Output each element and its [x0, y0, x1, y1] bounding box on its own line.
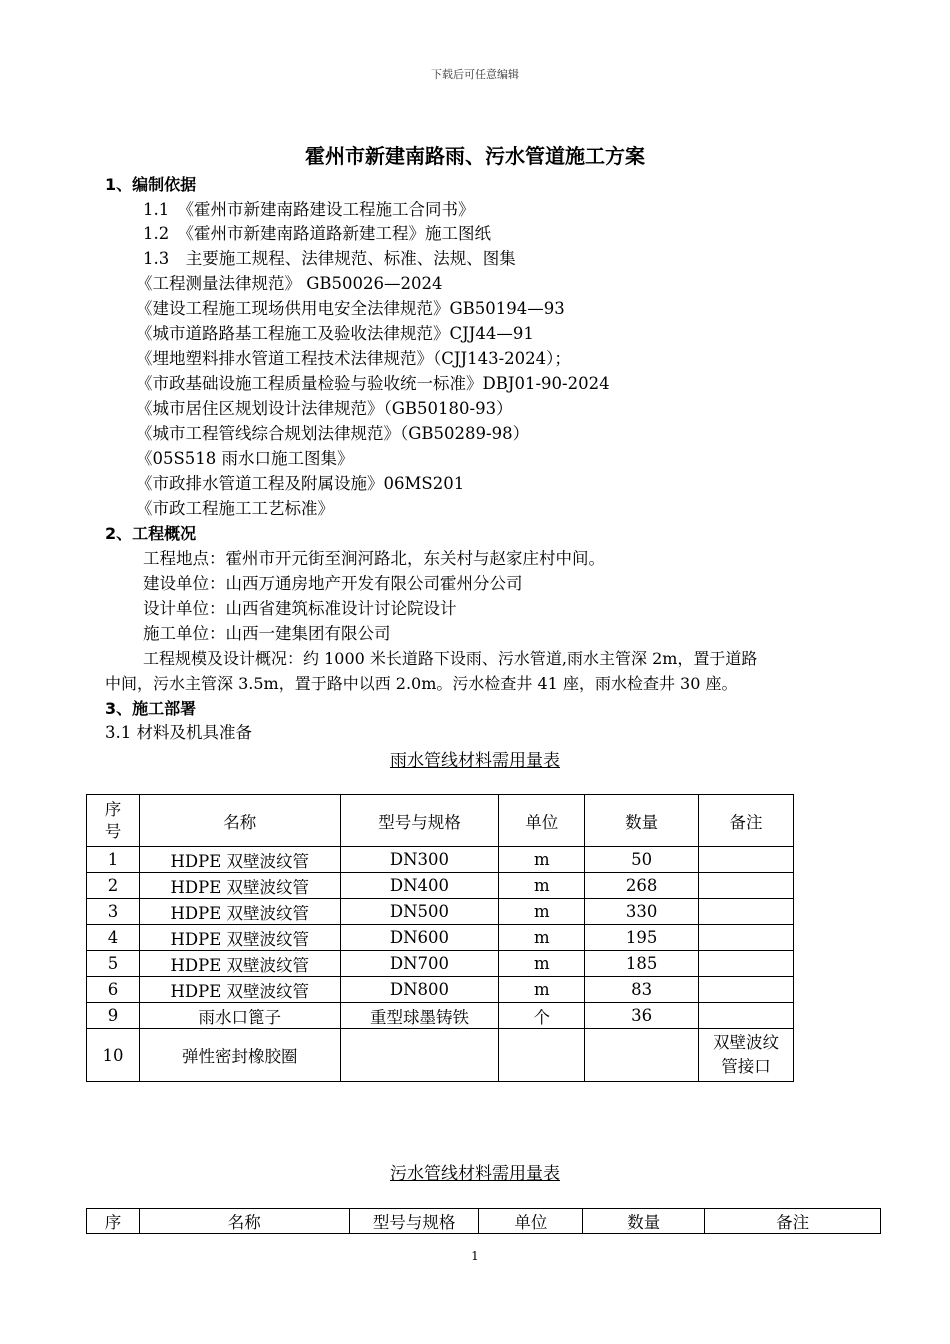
cell-index: 9 [87, 1003, 140, 1029]
table-row [87, 847, 794, 873]
rain-materials-table [86, 794, 794, 1082]
cell-unit [499, 1029, 585, 1082]
cell-name: 弹性密封橡胶圈 [139, 1029, 340, 1082]
standard-item: 《城市居住区规划设计法律规范》（GB50180-93） [136, 399, 513, 418]
cell-name: HDPE 双壁波纹管 [139, 951, 340, 977]
cell-qty: 36 [585, 1003, 699, 1029]
cell-spec: DN700 [340, 951, 499, 977]
header-note: 下载后可任意编辑 [431, 68, 519, 81]
section3-heading: 3、施工部署 [105, 699, 197, 718]
standard-item: 《05S518 雨水口施工图集》 [136, 449, 354, 468]
cell-spec: DN800 [340, 977, 499, 1003]
cell-unit: m [499, 899, 585, 925]
document-title: 霍州市新建南路雨、污水管道施工方案 [305, 144, 645, 168]
col-header-note: 备注 [705, 1209, 881, 1234]
cell-unit: m [499, 873, 585, 899]
cell-note [699, 847, 794, 873]
cell-index: 5 [87, 951, 140, 977]
cell-unit: m [499, 951, 585, 977]
standard-item: 《建设工程施工现场供用电安全法律规范》GB50194—93 [136, 299, 565, 318]
section2-heading: 2、工程概况 [105, 524, 197, 543]
cell-name: 雨水口篦子 [139, 1003, 340, 1029]
overview-line: 建设单位：山西万通房地产开发有限公司霍州分公司 [143, 574, 523, 593]
table-row [87, 1029, 794, 1082]
col-header-qty: 数量 [585, 795, 699, 847]
standard-item: 《市政基础设施工程质量检验与验收统一标准》DBJ01-90-2024 [136, 374, 610, 393]
cell-note [699, 951, 794, 977]
table-row [87, 873, 794, 899]
cell-note [699, 925, 794, 951]
col-header-note: 备注 [699, 795, 794, 847]
cell-index: 3 [87, 899, 140, 925]
cell-note [699, 1003, 794, 1029]
standard-item: 《埋地塑料排水管道工程技术法律规范》（CJJ143-2024）； [136, 349, 571, 368]
table-row [87, 977, 794, 1003]
table-header-row [87, 1209, 881, 1234]
cell-qty: 83 [585, 977, 699, 1003]
cell-unit: m [499, 847, 585, 873]
col-header-unit: 单位 [499, 795, 585, 847]
basis-item: 1.3 主要施工规程、法律规范、标准、法规、图集 [143, 249, 516, 268]
sewage-table-caption: 污水管线材料需用量表 [390, 1164, 560, 1184]
cell-qty [585, 1029, 699, 1082]
cell-spec: DN400 [340, 873, 499, 899]
subsection-materials: 3.1 材料及机具准备 [105, 723, 252, 742]
basis-item: 1.1 《霍州市新建南路建设工程施工合同书》 [143, 200, 475, 219]
cell-spec: DN300 [340, 847, 499, 873]
cell-index: 4 [87, 925, 140, 951]
cell-unit: m [499, 977, 585, 1003]
cell-qty: 268 [585, 873, 699, 899]
cell-name: HDPE 双壁波纹管 [139, 977, 340, 1003]
section1-heading: 1、编制依据 [105, 175, 197, 194]
cell-qty: 185 [585, 951, 699, 977]
cell-qty: 330 [585, 899, 699, 925]
standard-item: 《市政排水管道工程及附属设施》06MS201 [136, 474, 465, 493]
col-header-name: 名称 [139, 1209, 349, 1234]
standard-item: 《工程测量法律规范》 GB50026—2024 [136, 274, 443, 293]
standard-item: 《城市工程管线综合规划法律规范》（GB50289-98） [136, 424, 530, 443]
cell-note: 双壁波纹管接口 [699, 1029, 794, 1082]
cell-spec [340, 1029, 499, 1082]
col-header-spec: 型号与规格 [340, 795, 499, 847]
cell-qty: 50 [585, 847, 699, 873]
col-header-spec: 型号与规格 [349, 1209, 479, 1234]
cell-name: HDPE 双壁波纹管 [139, 925, 340, 951]
basis-item: 1.2 《霍州市新建南路道路新建工程》施工图纸 [143, 224, 491, 243]
scale-line-2: 中间，污水主管深 3.5m，置于路中以西 2.0m。污水检查井 41 座，雨水检查井 30 座。 [105, 674, 738, 693]
sewage-materials-table [86, 1208, 881, 1234]
col-header-index: 序号 [87, 795, 140, 847]
col-header-qty: 数量 [583, 1209, 705, 1234]
standard-item: 《城市道路路基工程施工及验收法律规范》CJJ44—91 [136, 324, 534, 343]
table-row [87, 899, 794, 925]
page-number: 1 [471, 1249, 479, 1263]
overview-line: 施工单位：山西一建集团有限公司 [143, 624, 391, 643]
rain-table-caption: 雨水管线材料需用量表 [390, 751, 560, 771]
cell-qty: 195 [585, 925, 699, 951]
cell-unit: 个 [499, 1003, 585, 1029]
cell-note [699, 873, 794, 899]
cell-unit: m [499, 925, 585, 951]
cell-name: HDPE 双壁波纹管 [139, 847, 340, 873]
cell-spec: DN500 [340, 899, 499, 925]
col-header-index: 序 [87, 1209, 140, 1234]
cell-note [699, 977, 794, 1003]
cell-name: HDPE 双壁波纹管 [139, 873, 340, 899]
table-header-row [87, 795, 794, 847]
table-row [87, 1003, 794, 1029]
overview-line: 工程地点：霍州市开元街至涧河路北，东关村与赵家庄村中间。 [143, 549, 605, 568]
table-row [87, 925, 794, 951]
standard-item: 《市政工程施工工艺标准》 [136, 499, 334, 518]
cell-name: HDPE 双壁波纹管 [139, 899, 340, 925]
table-row [87, 951, 794, 977]
overview-line: 设计单位：山西省建筑标准设计讨论院设计 [143, 599, 457, 618]
cell-spec: DN600 [340, 925, 499, 951]
cell-index: 10 [87, 1029, 140, 1082]
cell-note [699, 899, 794, 925]
scale-line-1: 工程规模及设计概况：约 1000 米长道路下设雨、污水管道,雨水主管深 2m，置于道路 [143, 649, 758, 668]
cell-spec: 重型球墨铸铁 [340, 1003, 499, 1029]
cell-index: 2 [87, 873, 140, 899]
cell-index: 1 [87, 847, 140, 873]
col-header-name: 名称 [139, 795, 340, 847]
col-header-unit: 单位 [479, 1209, 583, 1234]
cell-index: 6 [87, 977, 140, 1003]
